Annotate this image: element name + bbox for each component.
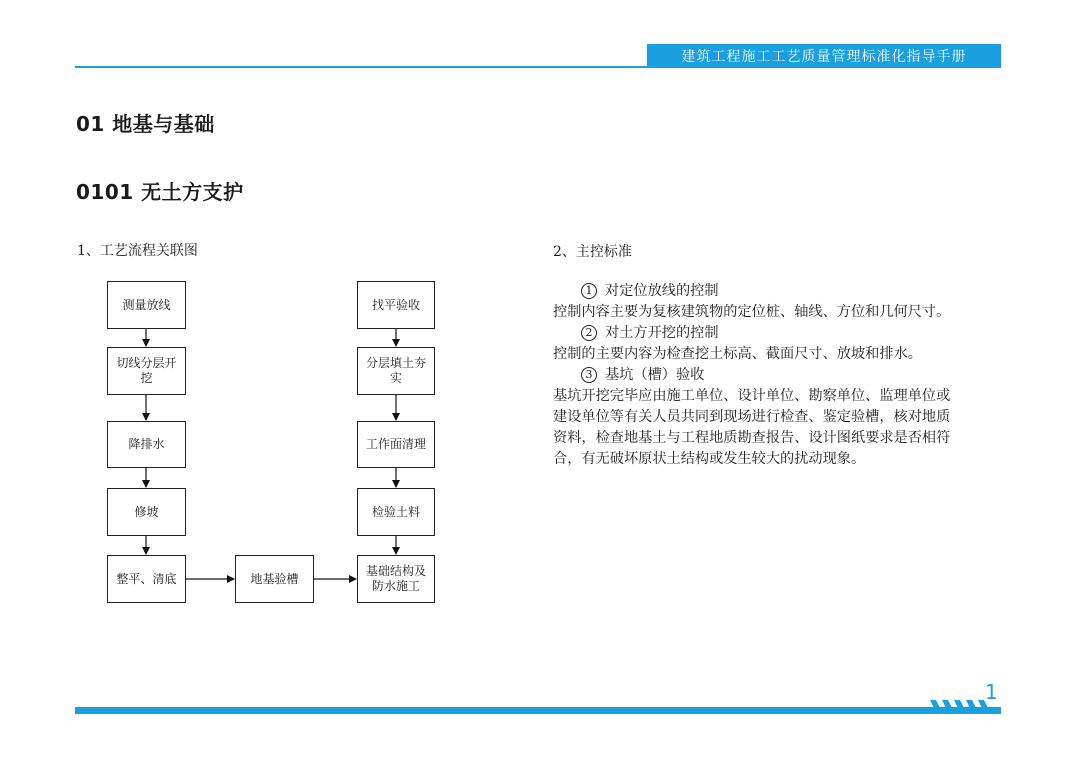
standard-text: 合，有无破坏原状土结构或发生较大的扰动现象。 bbox=[553, 451, 866, 467]
flow-step-soil-check: 检验土料 bbox=[357, 488, 435, 536]
flow-step-excavate: 切线分层开挖 bbox=[107, 347, 186, 395]
standard-text: 资料，检查地基土与工程地质勘查报告、设计图纸要求是否相符 bbox=[553, 430, 951, 446]
flow-step-foundation: 基础结构及防水施工 bbox=[357, 555, 435, 603]
footer-bar bbox=[75, 707, 1001, 714]
section-heading: 0101 无土方支护 bbox=[76, 180, 244, 204]
page-number: 1 bbox=[985, 680, 998, 704]
standard-text: 控制内容主要为复核建筑物的定位桩、轴线、方位和几何尺寸。 bbox=[553, 304, 951, 320]
flow-step-backfill: 分层填土夯实 bbox=[357, 347, 435, 395]
chapter-heading: 01 地基与基础 bbox=[76, 112, 215, 136]
flow-step-measure: 测量放线 bbox=[107, 281, 186, 329]
flow-step-level: 整平、清底 bbox=[107, 555, 186, 603]
flow-step-drainage: 降排水 bbox=[107, 421, 186, 468]
number-badge: 3 bbox=[581, 367, 597, 383]
standard-item-1 bbox=[553, 281, 1003, 302]
standard-text: 控制的主要内容为检查挖土标高、截面尺寸、放坡和排水。 bbox=[553, 346, 922, 362]
standard-text: 建设单位等有关人员共同到现场进行检查、鉴定验槽，核对地质 bbox=[553, 409, 951, 425]
standard-title: 基坑（槽）验收 bbox=[605, 367, 705, 383]
number-badge: 2 bbox=[581, 325, 597, 341]
standard-text: 基坑开挖完毕应由施工单位、设计单位、勘察单位、监理单位或 bbox=[553, 388, 951, 404]
standard-title: 对土方开挖的控制 bbox=[605, 325, 719, 341]
footer-stripes-decoration bbox=[920, 700, 1001, 714]
standard-item-3 bbox=[553, 365, 1003, 386]
header-title: 建筑工程施工工艺质量管理标准化指导手册 bbox=[647, 44, 1001, 67]
number-badge: 1 bbox=[581, 283, 597, 299]
standards-content bbox=[553, 281, 1003, 470]
flowchart-title: 1、工艺流程关联图 bbox=[77, 243, 198, 259]
standard-item-2 bbox=[553, 323, 1003, 344]
flow-step-acceptance: 找平验收 bbox=[357, 281, 435, 329]
standards-title: 2、主控标准 bbox=[553, 244, 632, 260]
flow-step-inspection: 地基验槽 bbox=[235, 555, 314, 603]
standard-title: 对定位放线的控制 bbox=[605, 283, 719, 299]
flow-step-slope: 修坡 bbox=[107, 488, 186, 536]
flow-step-cleanup: 工作面清理 bbox=[357, 421, 435, 468]
